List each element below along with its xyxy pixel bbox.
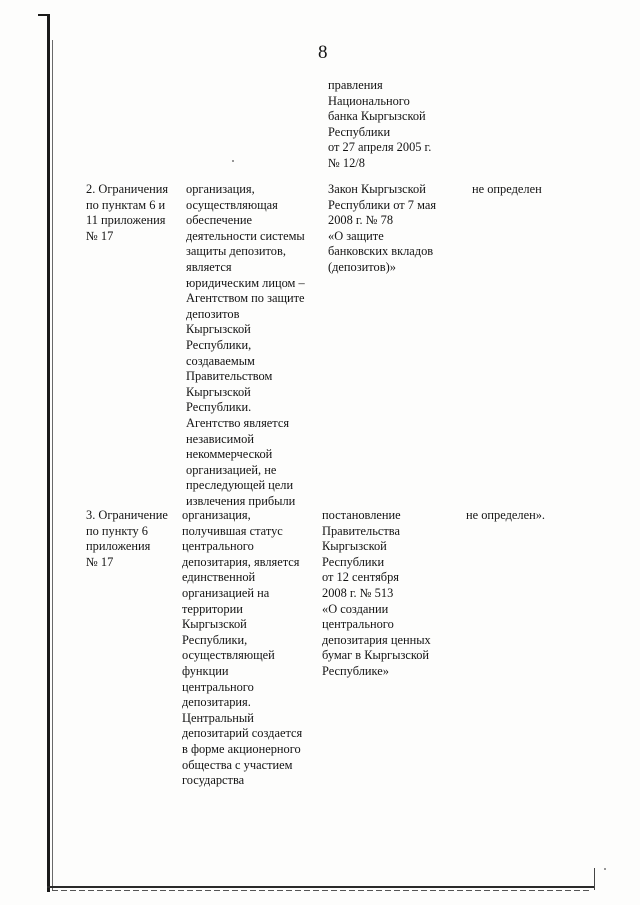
scan-border-bottom-dashed [52, 890, 592, 891]
row-3-restriction: 3. Ограничение по пункту 6 приложения № 17 [86, 508, 168, 569]
row-3-legal-basis: постановление Правительства Кыргызской Республики от 12 сентября 2008 г. № 513 «О создании центрального депозитария ценных бумаг в Кыргызской Республике» [322, 508, 431, 678]
scan-speck [604, 868, 606, 870]
page-number: 8 [318, 42, 328, 63]
scan-border-right [594, 868, 595, 890]
row-2-restriction: 2. Ограничения по пунктам 6 и 11 приложения № 17 [86, 182, 169, 243]
scan-border-left [47, 14, 50, 892]
row-2-term: не определен [472, 182, 542, 196]
scan-border-bottom [47, 886, 595, 888]
scan-speck [232, 160, 234, 162]
row-3-organization: организация, получившая статус центрального депозитария, является единственной организацией на территории Кыргызской Республики, осуществляющей функции центрального депозитария. Центральный депозитарий создается в форме акционерного общества с участием государства [182, 508, 303, 788]
row-2-organization: организация, осуществляющая обеспечение деятельности системы защиты депозитов, является юридическим лицом – Агентством по защите депозитов Кыргызской Республики, создаваемым Правительством Кыргызской Республики. Агентство является независимой некоммерческой организацией, не преследующей цели извлечения прибыли [186, 182, 305, 508]
carryover-col3-text: правления Национального банка Кыргызской Республики от 27 апреля 2005 г. № 12/8 [328, 78, 432, 170]
row-2-legal-basis: Закон Кыргызской Республики от 7 мая 2008 г. № 78 «О защите банковских вкладов (депозитов)» [328, 182, 437, 274]
row-3-term: не определен». [466, 508, 545, 522]
scan-border-left-inner [52, 40, 53, 890]
